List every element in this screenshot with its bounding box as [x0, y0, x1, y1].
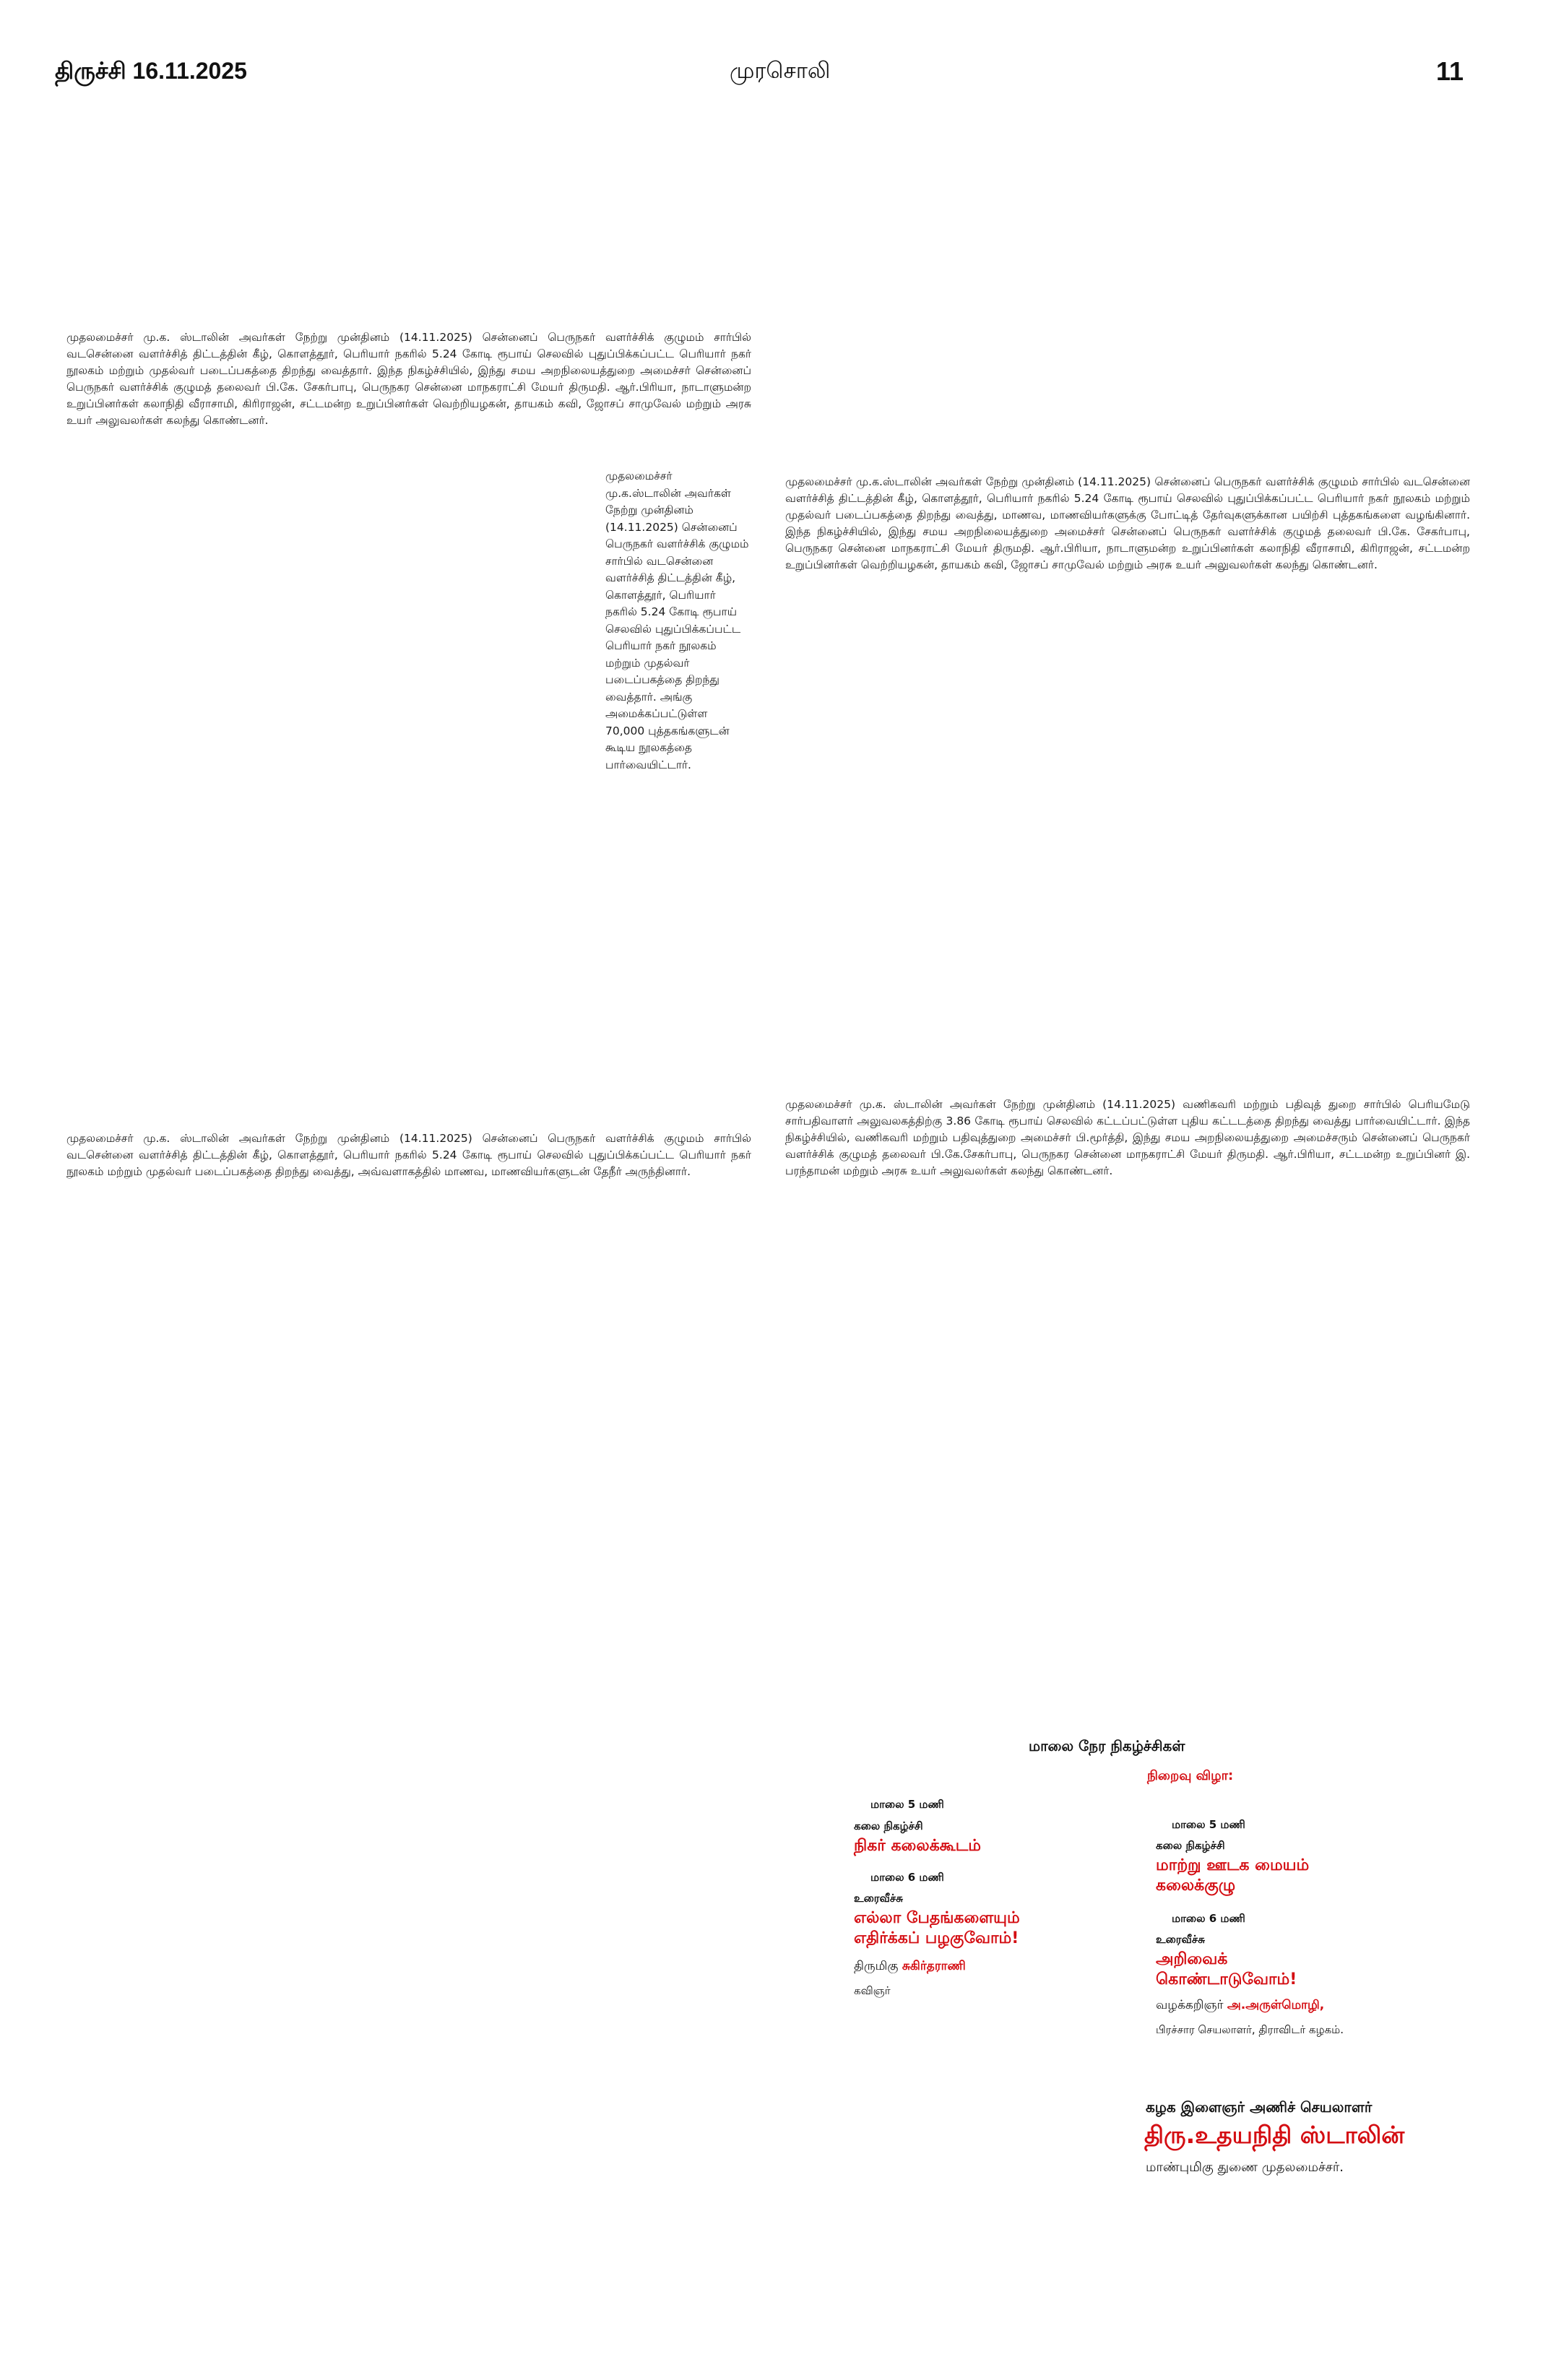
left-title-2-line2: எதிர்க்கப் பழகுவோம்! [854, 1929, 1019, 1947]
left-speaker-role: கவிஞர் [854, 1984, 891, 1997]
left-speaker-prefix: திருமிகு [854, 1959, 899, 1973]
event-heading: மாலை நேர நிகழ்ச்சிகள் [1029, 1737, 1185, 1754]
photo-caption-2: முதலமைச்சர் மு.க.ஸ்டாலின் அவர்கள் நேற்று முன்தினம் (14.11.2025) சென்னைப் பெருநகர் வளர்ச்சிக் குழுமம் சார்பில் வடசென்னை வளர்ச்சித் திட்டத்தின் கீழ், கொளத்தூர், பெரியார் நகரில் 5.24 கோடி ரூபாய் செலவில் புதுப்பிக்கப்பட்ட பெரியார் நகர் நூலகம் மற்றும் முதல்வர் படைப்பகத்தை திறந்து வைத்தார். அங்கு அமைக்கப்பட்டுள்ள 70,000 புத்தகங்களுடன் கூடிய நூலகத்தை பார்வையிட்டார். [605, 469, 749, 771]
right-title-1-line2: கலைக்குழு [1156, 1877, 1236, 1895]
right-type-2: உரைவீச்சு [1156, 1933, 1205, 1946]
left-time-2: மாலை 6 மணி [870, 1871, 944, 1884]
left-title-2-line1: எல்லா பேதங்களையும் [854, 1909, 1020, 1927]
right-title-2-line2: கொண்டாடுவோம்! [1156, 1970, 1297, 1989]
left-title-1: நிகர் கலைக்கூடம் [854, 1837, 981, 1855]
chief-guest-role: கழக இளைஞர் அணிச் செயலாளர் [1146, 2098, 1373, 2116]
chief-guest-name: திரு.உதயநிதி ஸ்டாலின் [1144, 2121, 1405, 2149]
left-type-1: கலை நிகழ்ச்சி [854, 1819, 923, 1832]
right-speaker-name: அ.அருள்மொழி, [1227, 1998, 1325, 2012]
right-title-1-line1: மாற்று ஊடக மையம் [1156, 1856, 1310, 1874]
right-speaker-role: பிரச்சார செயலாளர், திராவிடர் கழகம். [1156, 2023, 1344, 2036]
photo-caption-1: முதலமைச்சர் மு.க. ஸ்டாலின் அவர்கள் நேற்று முன்தினம் (14.11.2025) சென்னைப் பெருநகர் வளர்ச்சிக் குழுமம் சார்பில் வடசென்னை வளர்ச்சித் திட்டத்தின் கீழ், கொளத்தூர், பெரியார் நகரில் 5.24 கோடி ரூபாய் செலவில் புதுப்பிக்கப்பட்ட பெரியார் நகர் நூலகம் மற்றும் முதல்வர் படைப்பகத்தை திறந்து வைத்தார். இந்த நிகழ்ச்சியில், இந்து சமய அறநிலையத்துறை அமைச்சர் சென்னைப் பெருநகர் வளர்ச்சிக் குழுமத் தலைவர் பி.கே. சேகர்பாபு, பெருநகர சென்னை மாநகராட்சி மேயர் திருமதி. ஆர்.பிரியா, நாடாளுமன்ற உறுப்பினர்கள் கலாநிதி வீராசாமி, கிரிராஜன், சட்டமன்ற உறுப்பினர்கள் வெற்றியழகன், தாயகம் கவி, ஜோசப் சாமுவேல் மற்றும் அரசு உயர் அலுவலர்கள் கலந்து கொண்டனர். [66, 331, 751, 427]
right-speaker [1156, 1998, 1324, 2014]
chief-guest-title: மாண்புமிகு துணை முதலமைச்சர். [1146, 2160, 1344, 2175]
event-subheading: நிறைவு விழா: [1147, 1768, 1234, 1783]
page-number: 11 [1436, 56, 1464, 86]
photo-caption-5: முதலமைச்சர் மு.க. ஸ்டாலின் அவர்கள் நேற்று முன்தினம் (14.11.2025) வணிகவரி மற்றும் பதிவுத் துறை சார்பில் பெரியமேடு சார்பதிவாளர் அலுவலகத்திற்கு 3.86 கோடி ரூபாய் செலவில் கட்டப்பட்டுள்ள புதிய கட்டடத்தை திறந்து வைத்து பார்வையிட்டார். இந்த நிகழ்ச்சியில், வணிகவரி மற்றும் பதிவுத்துறை அமைச்சர் பி.மூர்த்தி, இந்து சமய அறநிலையத்துறை அமைச்சரும் சென்னைப் பெருநகர் வளர்ச்சிக் குழுமத் தலைவர் பி.கே.சேகர்பாபு, பெருநகர சென்னை மாநகராட்சி மேயர் திருமதி. ஆர்.பிரியா, சட்டமன்ற உறுப்பினர் இ. பரந்தாமன் மற்றும் அரசு உயர் அலுவலர்கள் கலந்து கொண்டனர். [785, 1098, 1470, 1177]
right-type-1: கலை நிகழ்ச்சி [1156, 1839, 1225, 1852]
right-title-2-line1: அறிவைக் [1156, 1950, 1228, 1968]
masthead: முரசொலி [730, 58, 831, 84]
left-time-1: மாலை 5 மணி [870, 1798, 944, 1811]
right-time-1: மாலை 5 மணி [1172, 1818, 1245, 1831]
right-time-2: மாலை 6 மணி [1172, 1912, 1245, 1925]
photo-caption-3: முதலமைச்சர் மு.க.ஸ்டாலின் அவர்கள் நேற்று முன்தினம் (14.11.2025) சென்னைப் பெருநகர் வளர்ச்சிக் குழுமம் சார்பில் வடசென்னை வளர்ச்சித் திட்டத்தின் கீழ், கொளத்தூர், பெரியார் நகரில் 5.24 கோடி ரூபாய் செலவில் புதுப்பிக்கப்பட்ட பெரியார் நகர் நூலகம் மற்றும் முதல்வர் படைப்பகத்தை திறந்து வைத்து, மாணவ, மாணவியர்களுக்கு போட்டித் தேர்வுகளுக்கான பயிற்சி புத்தகங்களை வழங்கினார். இந்த நிகழ்ச்சியில், இந்து சமய அறநிலையத்துறை அமைச்சர் சென்னைப் பெருநகர் வளர்ச்சிக் குழுமத் தலைவர் பி.கே. சேகர்பாபு, பெருநகர சென்னை மாநகராட்சி மேயர் திருமதி. ஆர்.பிரியா, நாடாளுமன்ற உறுப்பினர்கள் கலாநிதி வீராசாமி, கிரிராஜன், சட்டமன்ற உறுப்பினர்கள் வெற்றியழகன், தாயகம் கவி, ஜோசப் சாமுவேல் மற்றும் அரசு உயர் அலுவலர்கள் கலந்து கொண்டனர். [785, 475, 1470, 571]
right-speaker-prefix: வழக்கறிஞர் [1156, 1998, 1224, 2012]
left-speaker-name: சுகிர்தராணி [902, 1959, 966, 1973]
left-speaker [854, 1959, 966, 1975]
left-type-2: உரைவீச்சு [854, 1892, 903, 1905]
edition-date: திருச்சி 16.11.2025 [55, 58, 247, 84]
photo-caption-4: முதலமைச்சர் மு.க. ஸ்டாலின் அவர்கள் நேற்று முன்தினம் (14.11.2025) சென்னைப் பெருநகர் வளர்ச்சிக் குழுமம் சார்பில் வடசென்னை வளர்ச்சித் திட்டத்தின் கீழ், கொளத்தூர், பெரியார் நகரில் 5.24 கோடி ரூபாய் செலவில் புதுப்பிக்கப்பட்ட பெரியார் நகர் நூலகம் மற்றும் முதல்வர் படைப்பகத்தை திறந்து வைத்து, அவ்வளாகத்தில் மாணவ, மாணவியர்களுடன் தேநீர் அருந்தினார். [66, 1132, 751, 1178]
